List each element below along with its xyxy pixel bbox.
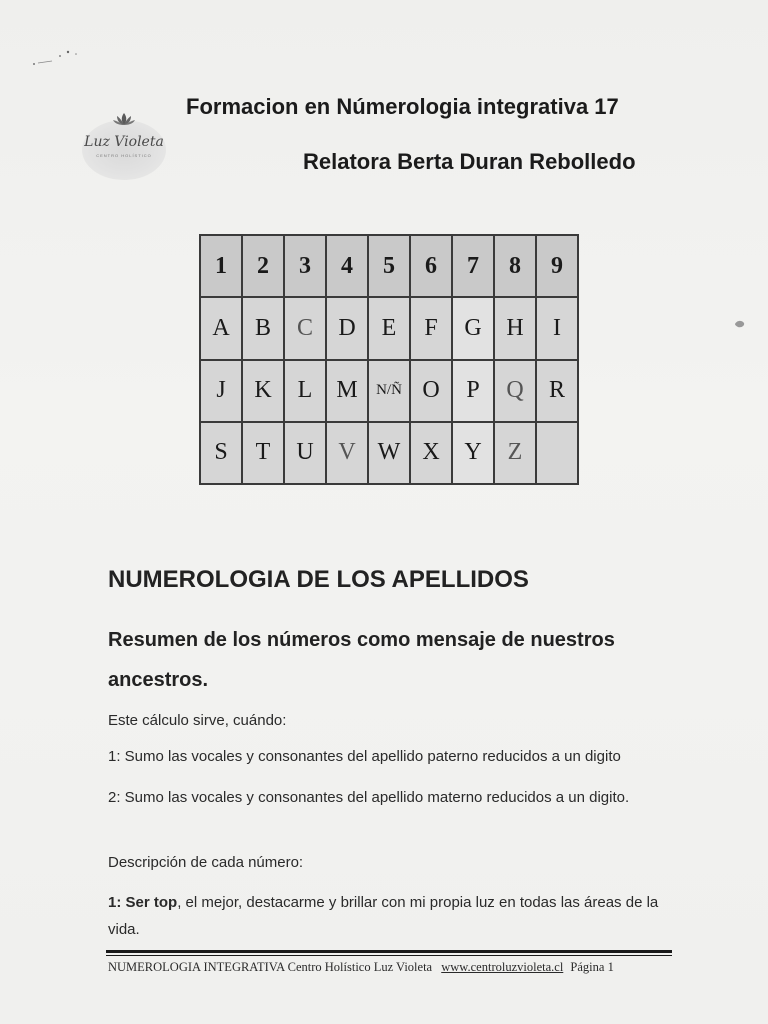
table-cell: S: [200, 422, 242, 484]
footer-text: NUMEROLOGIA INTEGRATIVA Centro Holístico Luz Violeta: [108, 960, 433, 974]
table-row-letters-1: [200, 297, 578, 359]
footer-website-link[interactable]: www.centroluzvioleta.cl: [441, 960, 564, 974]
list-item-2: 2: Sumo las vocales y consonantes del apellido materno reducidos a un digito.: [108, 789, 630, 806]
footer-rule-thin: [106, 955, 672, 956]
intro-paragraph: Este cálculo sirve, cuándo:: [108, 712, 287, 729]
scan-specks: [30, 44, 90, 68]
document-title: Formacion en Númerologia integrativa 17: [186, 94, 619, 119]
table-cell: B: [242, 297, 284, 359]
description-heading: Descripción de cada número:: [108, 854, 304, 871]
table-cell: N/Ñ: [368, 360, 410, 422]
section-heading: NUMEROLOGIA DE LOS APELLIDOS: [108, 566, 529, 593]
table-cell: F: [410, 297, 452, 359]
table-cell: O: [410, 360, 452, 422]
table-cell: Q: [494, 360, 536, 422]
table-cell: [536, 422, 578, 484]
page-number: Página 1: [570, 960, 614, 974]
logo-name: Luz Violeta: [84, 134, 164, 150]
table-cell: C: [284, 297, 326, 359]
table-cell: 6: [410, 235, 452, 297]
table-cell: M: [326, 360, 368, 422]
table-cell: T: [242, 422, 284, 484]
table-cell: K: [242, 360, 284, 422]
table-cell: 9: [536, 235, 578, 297]
table-cell: J: [200, 360, 242, 422]
description-item-1: [108, 889, 670, 943]
pythagorean-table: [199, 234, 579, 485]
logo-background: [82, 120, 166, 180]
description-item-1-label: 1: Ser top: [108, 894, 178, 911]
logo-tagline: CENTRO HOLÍSTICO: [96, 153, 152, 158]
table-cell: P: [452, 360, 494, 422]
table-cell: 7: [452, 235, 494, 297]
table-cell: 2: [242, 235, 284, 297]
luz-violeta-logo: [82, 112, 166, 176]
table-cell: 3: [284, 235, 326, 297]
table-cell: G: [452, 297, 494, 359]
table-row-letters-3: [200, 422, 578, 484]
section-subheading: Resumen de los números como mensaje de nuestros ancestros.: [108, 629, 615, 691]
table-row-letters-2: [200, 360, 578, 422]
scan-smudge: [733, 318, 747, 330]
table-row-numbers: [200, 235, 578, 297]
document-author: Relatora Berta Duran Rebolledo: [303, 149, 636, 174]
table-cell: W: [368, 422, 410, 484]
list-item-1: 1: Sumo las vocales y consonantes del apellido paterno reducidos a un digito: [108, 748, 621, 765]
lotus-icon: [112, 112, 136, 126]
description-item-1-text: , el mejor, destacarme y brillar con mi propia luz en todas las áreas de la vida.: [108, 894, 659, 938]
table-cell: U: [284, 422, 326, 484]
table-cell: E: [368, 297, 410, 359]
page-footer: [108, 960, 614, 975]
table-cell: L: [284, 360, 326, 422]
table-cell: X: [410, 422, 452, 484]
table-cell: 1: [200, 235, 242, 297]
table-cell: Y: [452, 422, 494, 484]
table-cell: D: [326, 297, 368, 359]
table-cell: Z: [494, 422, 536, 484]
table-cell: V: [326, 422, 368, 484]
table-cell: 8: [494, 235, 536, 297]
table-cell: R: [536, 360, 578, 422]
table-cell: 4: [326, 235, 368, 297]
table-cell: A: [200, 297, 242, 359]
table-cell: I: [536, 297, 578, 359]
footer-rule-thick: [106, 950, 672, 953]
table-cell: H: [494, 297, 536, 359]
table-cell: 5: [368, 235, 410, 297]
